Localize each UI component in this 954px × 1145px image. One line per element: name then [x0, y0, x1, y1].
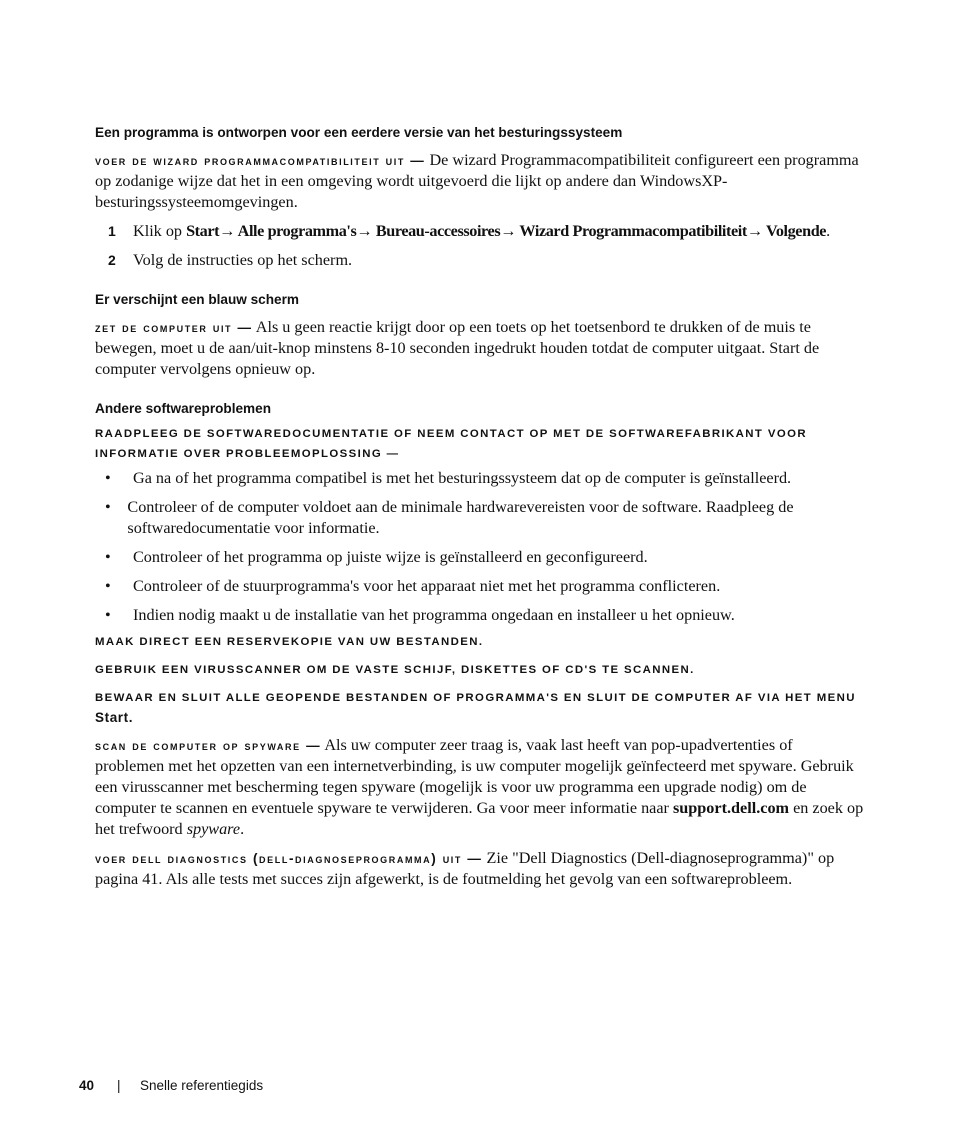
compat-step-2 — [95, 250, 865, 271]
compat-lead: voer de wizard programmacompatibiliteit uit — — [95, 153, 426, 168]
bluescreen-lead: zet de computer uit — — [95, 320, 253, 335]
section-heading-compat: Een programma is ontworpen voor een eerdere versie van het besturingssysteem — [95, 125, 623, 140]
list-item: • Indien nodig maakt u de installatie van het programma ongedaan en installeer u het opnieuw. — [95, 605, 865, 626]
other-lead — [95, 424, 865, 464]
compat-paragraph — [95, 150, 865, 213]
step-number: 1 — [108, 223, 116, 239]
spyware-lead: scan de computer op spyware — — [95, 738, 322, 753]
backup-line: MAAK DIRECT EEN RESERVEKOPIE VAN UW BESTANDEN. — [95, 636, 484, 648]
document-body — [95, 124, 865, 890]
menu-path: Start→ Alle programma's→ Bureau-accessoires→ Wizard Programmacompatibiliteit→ Volgende — [186, 222, 827, 240]
bullet-dot: • — [105, 498, 111, 516]
step-text: Volg de instructies op het scherm. — [133, 251, 353, 269]
spyware-paragraph: scan de computer op spyware — Als uw computer zeer traag is, vaak last heeft van pop-upadvertenties of problemen met het opzetten van een internetverbinding, is uw computer mogelijk geïnfecteerd met spyware. Gebruik een virusscanner met bescherming tegen spyware (mogelijk is voor uw programma een upgrade nodig) om de computer te scannen en eventuele spyware te verwijderen. Ga voor meer informatie naar support.dell.com en zoek op het trefwoord spyware. — [95, 736, 864, 838]
bluescreen-text: Als u geen reactie krijgt door op een toets op het toetsenbord te drukken of de muis te bewegen, moet u de aan/uit-knop minstens 8-10 seconden ingedrukt houden totdat de computer uitgaat. Start de computer vervolgens opnieuw op. — [95, 318, 820, 378]
section-heading-bluescreen: Er verschijnt een blauw scherm — [95, 292, 299, 307]
list-item: • Ga na of het programma compatibel is met het besturingssysteem dat op de computer is geïnstalleerd. — [95, 468, 865, 489]
bluescreen-paragraph — [95, 317, 865, 380]
other-lead-line-2: INFORMATIE OVER PROBLEEMOPLOSSING — — [95, 448, 400, 460]
bullet-dot: • — [105, 606, 111, 624]
bullet-dot: • — [105, 548, 111, 566]
list-item: • Controleer of de computer voldoet aan de minimale hardwarevereisten voor de software. Raadpleeg de softwaredocumentatie voor informatie. — [95, 497, 865, 539]
diagnostics-lead: voer dell diagnostics (dell-diagnoseprogramma) uit — — [95, 851, 483, 866]
compat-step-1 — [95, 221, 865, 242]
save-line: BEWAAR EN SLUIT ALLE GEOPENDE BESTANDEN OF PROGRAMMA'S EN SLUIT DE COMPUTER AF VIA HET MENU Start. — [95, 692, 856, 725]
step-text: Klik op Start→ Alle programma's→ Bureau-accessoires→ Wizard Programmacompatibiliteit→ Volgende. — [133, 222, 831, 240]
page-footer — [79, 1078, 264, 1093]
section-heading-other: Andere softwareproblemen — [95, 401, 272, 416]
keyword: spyware — [186, 820, 241, 838]
virus-line: GEBRUIK EEN VIRUSSCANNER OM DE VASTE SCHIJF, DISKETTES OF CD'S TE SCANNEN. — [95, 664, 695, 676]
footer-separator: | — [117, 1078, 121, 1093]
list-item: • Controleer of het programma op juiste wijze is geïnstalleerd en geconfigureerd. — [95, 547, 865, 568]
compat-text: De wizard Programmacompatibiliteit configureert een programma op zodanige wijze dat het in een omgeving wordt uitgevoerd die lijkt op andere dan WindowsXP-besturingssysteemomgevingen. — [95, 151, 859, 211]
bullet-dot: • — [105, 469, 111, 487]
diagnostics-paragraph: voer dell diagnostics (dell-diagnoseprogramma) uit — Zie "Dell Diagnostics (Dell-diagnoseprogramma)" op pagina 41. Als alle tests met succes zijn afgewerkt, is de foutmelding het gevolg van een softwareprobleem. — [95, 849, 835, 888]
bullet-list — [95, 468, 865, 626]
start-menu-label: Start. — [95, 710, 134, 725]
footer-title: Snelle referentiegids — [140, 1078, 264, 1093]
list-item: • Controleer of de stuurprogramma's voor het apparaat niet met het programma conflicteren. — [95, 576, 865, 597]
other-lead-line-1: RAADPLEEG DE SOFTWAREDOCUMENTATIE OF NEEM CONTACT OP MET DE SOFTWAREFABRIKANT VOOR — [95, 428, 807, 440]
support-link[interactable]: support.dell.com — [673, 799, 790, 817]
page-number: 40 — [79, 1078, 95, 1093]
bullet-dot: • — [105, 577, 111, 595]
step-number: 2 — [108, 252, 116, 268]
